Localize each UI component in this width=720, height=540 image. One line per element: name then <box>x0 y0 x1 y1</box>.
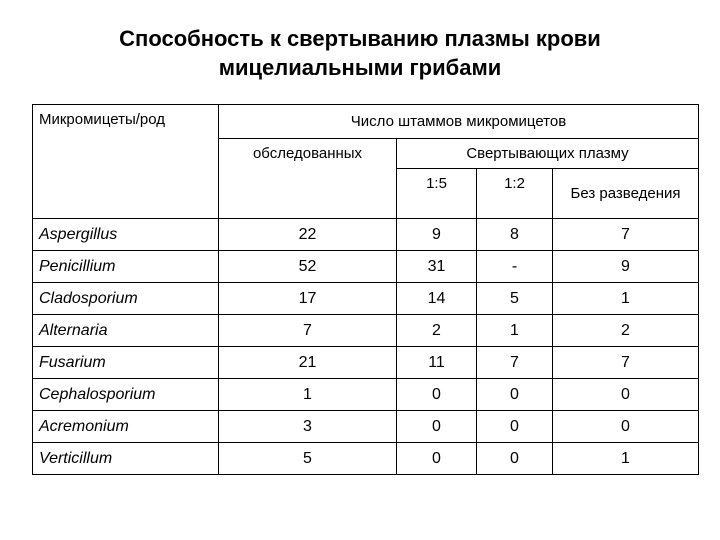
table-row <box>33 379 699 411</box>
ratio-1-5-cell: 2 <box>397 315 477 347</box>
undiluted-cell: 9 <box>553 251 699 283</box>
examined-cell: 52 <box>219 251 397 283</box>
ratio-1-2-cell: 8 <box>477 219 553 251</box>
genus-cell: Cladosporium <box>33 283 219 315</box>
header-examined: обследованных <box>219 139 397 219</box>
genus-cell: Cephalosporium <box>33 379 219 411</box>
undiluted-cell: 7 <box>553 219 699 251</box>
slide-title <box>0 24 720 82</box>
table-row <box>33 283 699 315</box>
genus-cell: Alternaria <box>33 315 219 347</box>
header-clotting: Свертывающих плазму <box>397 139 699 169</box>
ratio-1-2-cell: 0 <box>477 411 553 443</box>
ratio-1-5-cell: 0 <box>397 379 477 411</box>
header-undiluted: Без разведения <box>553 169 699 219</box>
header-genus: Микромицеты/род <box>33 105 219 219</box>
genus-cell: Verticillum <box>33 443 219 475</box>
table-row <box>33 251 699 283</box>
genus-cell: Fusarium <box>33 347 219 379</box>
ratio-1-2-cell: 1 <box>477 315 553 347</box>
examined-cell: 21 <box>219 347 397 379</box>
ratio-1-2-cell: 0 <box>477 379 553 411</box>
ratio-1-5-cell: 0 <box>397 443 477 475</box>
genus-cell: Penicillium <box>33 251 219 283</box>
examined-cell: 17 <box>219 283 397 315</box>
undiluted-cell: 7 <box>553 347 699 379</box>
table-row <box>33 219 699 251</box>
header-strain-count: Число штаммов микромицетов <box>219 105 699 139</box>
examined-cell: 5 <box>219 443 397 475</box>
title-line-1: Способность к свертыванию плазмы крови <box>119 26 601 51</box>
ratio-1-2-cell: 0 <box>477 443 553 475</box>
ratio-1-5-cell: 14 <box>397 283 477 315</box>
table-row <box>33 411 699 443</box>
examined-cell: 3 <box>219 411 397 443</box>
ratio-1-5-cell: 11 <box>397 347 477 379</box>
ratio-1-5-cell: 0 <box>397 411 477 443</box>
table-row <box>33 315 699 347</box>
undiluted-cell: 0 <box>553 379 699 411</box>
ratio-1-2-cell: 7 <box>477 347 553 379</box>
ratio-1-2-cell: 5 <box>477 283 553 315</box>
examined-cell: 22 <box>219 219 397 251</box>
ratio-1-5-cell: 31 <box>397 251 477 283</box>
ratio-1-2-cell: - <box>477 251 553 283</box>
undiluted-cell: 1 <box>553 283 699 315</box>
header-ratio-1-5: 1:5 <box>397 169 477 219</box>
examined-cell: 7 <box>219 315 397 347</box>
genus-cell: Aspergillus <box>33 219 219 251</box>
genus-cell: Acremonium <box>33 411 219 443</box>
undiluted-cell: 2 <box>553 315 699 347</box>
table-row <box>33 443 699 475</box>
undiluted-cell: 0 <box>553 411 699 443</box>
ratio-1-5-cell: 9 <box>397 219 477 251</box>
undiluted-cell: 1 <box>553 443 699 475</box>
examined-cell: 1 <box>219 379 397 411</box>
title-line-2: мицелиальными грибами <box>218 55 502 80</box>
fungi-plasma-table <box>32 104 699 475</box>
header-ratio-1-2: 1:2 <box>477 169 553 219</box>
table-row <box>33 347 699 379</box>
